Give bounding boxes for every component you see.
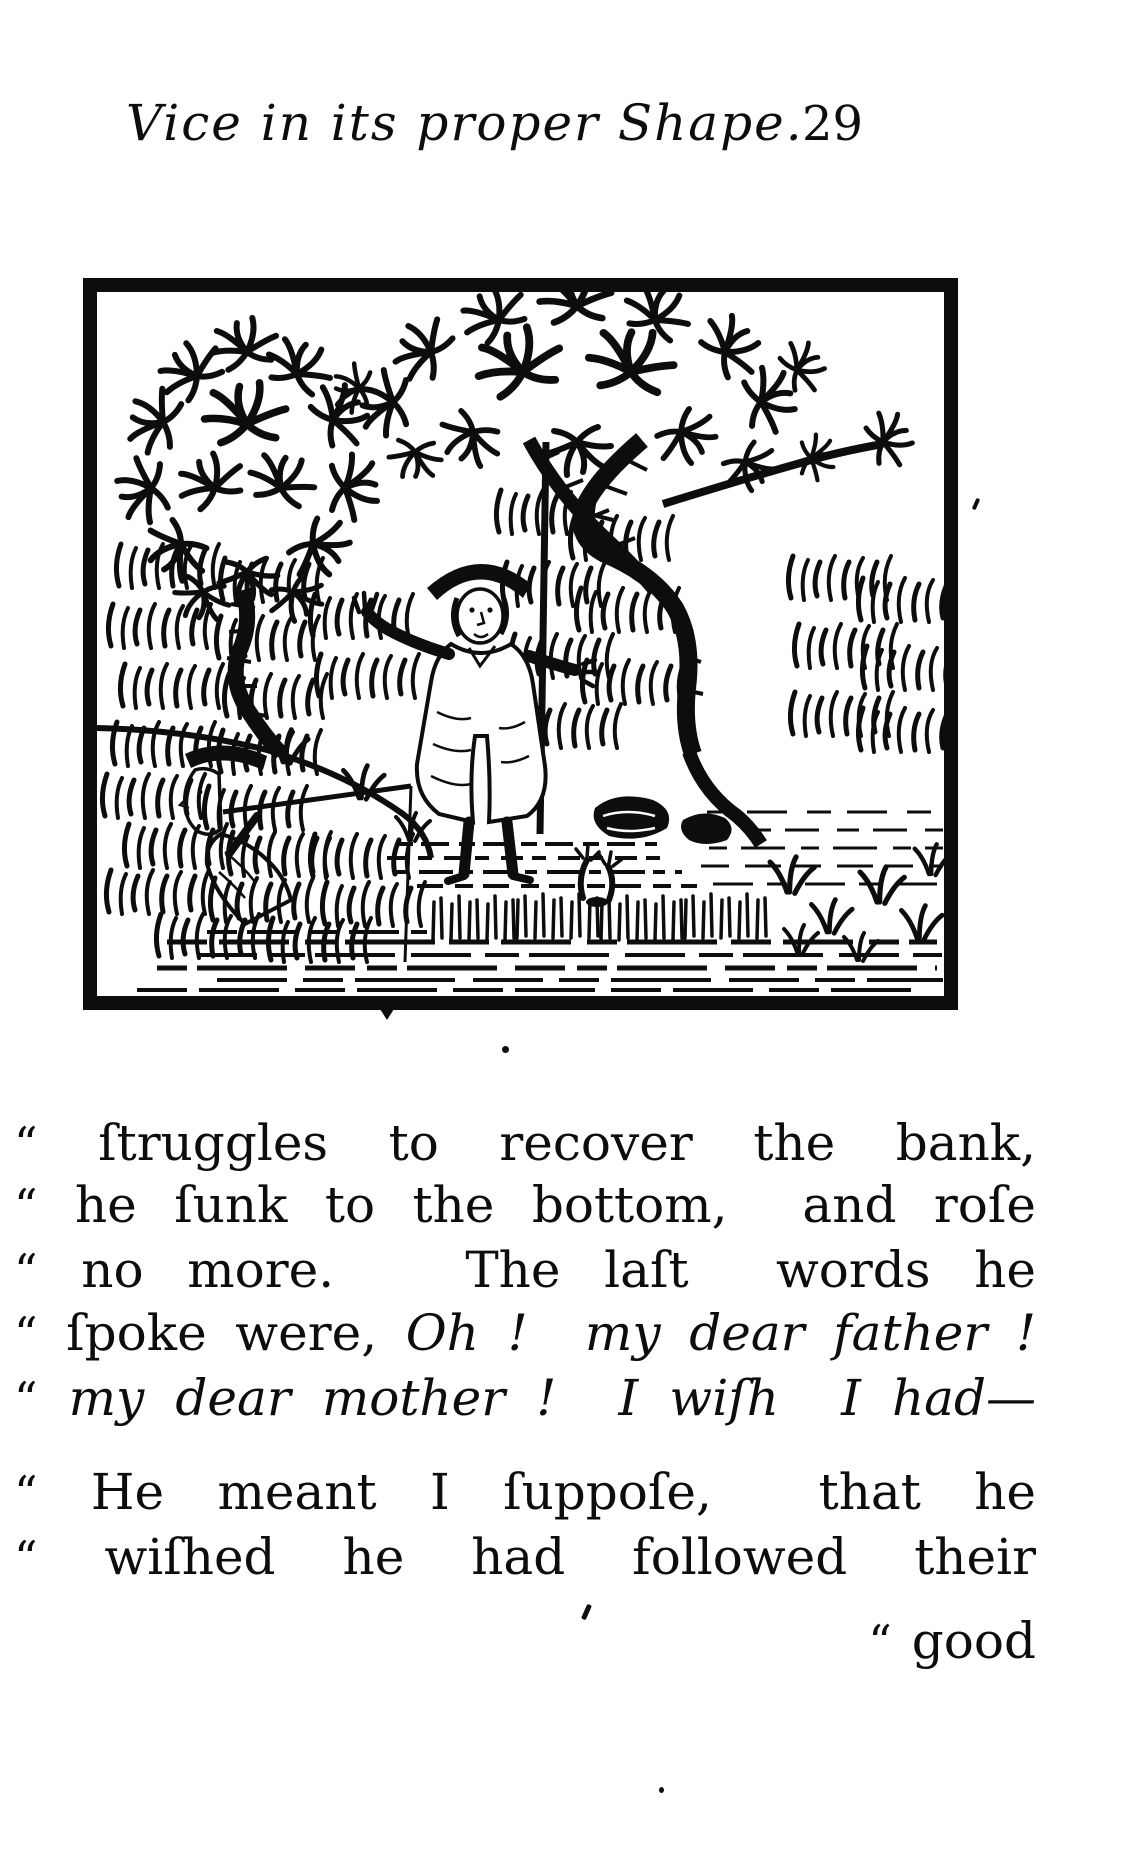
text-line-1 <box>14 1113 1036 1174</box>
catchword <box>14 1612 1036 1670</box>
water <box>137 932 943 990</box>
line-text: ſpoke were, <box>66 1304 406 1362</box>
quote-mark: “ <box>868 1615 892 1669</box>
line-text: he ſunk to the bottom, and roſe <box>74 1176 1036 1234</box>
line-text: ſtruggles to recover the bank, <box>98 1114 1036 1172</box>
quote-mark: “ <box>14 1117 38 1171</box>
quote-mark: “ <box>14 1531 38 1585</box>
quote-mark: “ <box>14 1466 38 1520</box>
catchword-text: good <box>911 1612 1036 1670</box>
text-line-7 <box>14 1527 1036 1588</box>
ink-speck <box>502 1046 509 1053</box>
text-line-6 <box>14 1462 1036 1523</box>
quote-mark: “ <box>14 1179 38 1233</box>
quote-mark: “ <box>14 1372 38 1426</box>
quote-mark: “ <box>14 1244 38 1298</box>
text-line-2 <box>14 1175 1036 1236</box>
line-text: no more. The laſt words he <box>81 1241 1036 1299</box>
woodcut-illustration <box>97 292 944 996</box>
page-number: 29 <box>802 96 864 152</box>
frame-notch <box>378 1006 396 1020</box>
line-text-italic: my dear mother ! I wiſh I had— <box>68 1369 1036 1427</box>
right-bush <box>788 556 944 752</box>
text-line-3 <box>14 1240 1036 1301</box>
woodcut-frame <box>83 278 958 1010</box>
rocks <box>594 796 732 844</box>
boy-face <box>457 589 503 643</box>
running-header-title: Vice in its proper Shape. <box>126 94 804 152</box>
drowning-hands <box>576 845 622 907</box>
boy-coat <box>417 644 546 822</box>
left-tree <box>115 315 380 754</box>
quote-mark: “ <box>14 1307 38 1361</box>
line-text: He meant I ſuppoſe, that he <box>90 1463 1036 1521</box>
text-line-4 <box>14 1303 1036 1364</box>
line-text-italic: Oh ! my dear father ! <box>405 1304 1037 1362</box>
line-text: wiſhed he had followed their <box>104 1528 1036 1586</box>
ink-speck <box>972 498 981 511</box>
text-line-5 <box>14 1368 1036 1429</box>
ink-speck <box>659 1787 664 1793</box>
